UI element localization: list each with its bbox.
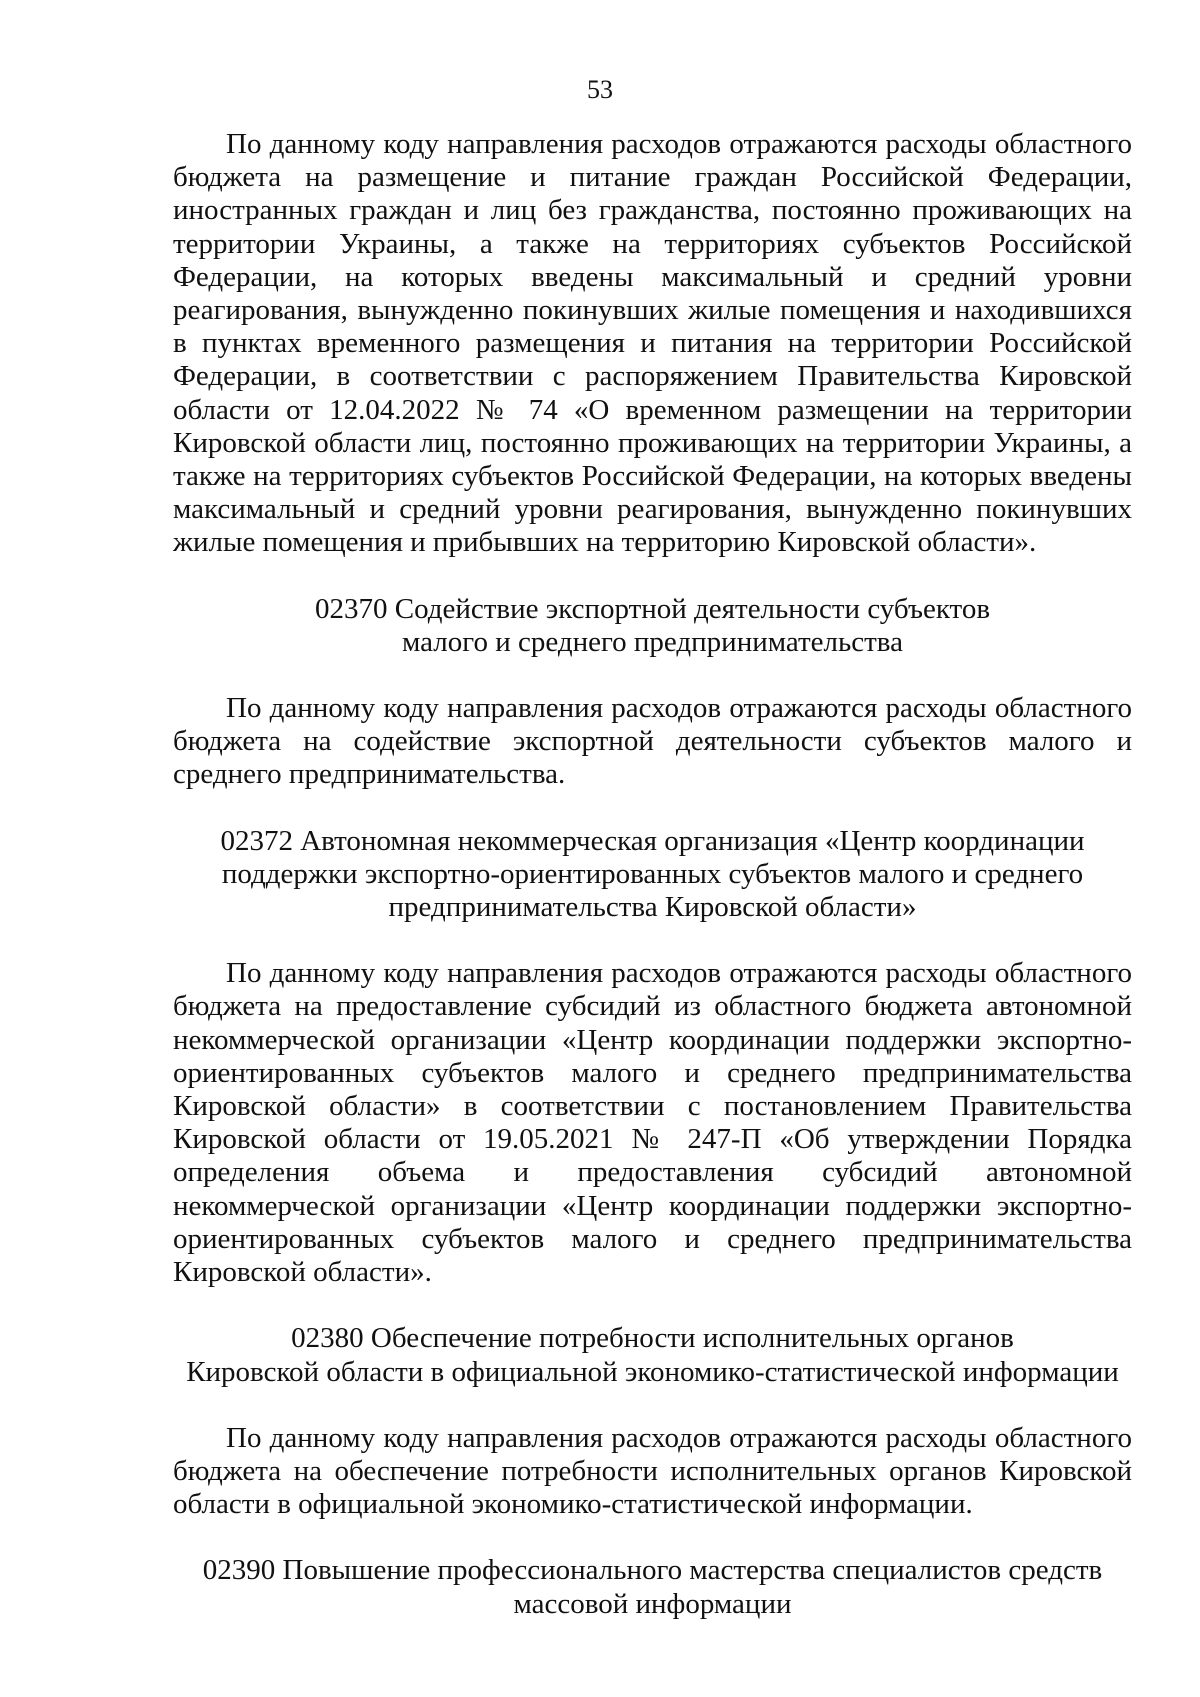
paragraph-02380: По данному коду направления расходов отражаются расходы областного бюджета на обеспечение потребности исполнительных органов Кировской области в официальной экономико-статистической информации. xyxy=(173,1421,1132,1521)
heading-02380: 02380 Обеспечение потребности исполнительных органов Кировской области в официальной экономико-статистической информации xyxy=(186,1322,1119,1388)
paragraph-refugee-accommodation: По данному коду направления расходов отражаются расходы областного бюджета на размещение и питание граждан Российской Федерации, иностранных граждан и лиц без гражданства, постоянно проживающих на территории Украины, а также на территориях субъектов Российской Федерации, на которых введены максимальный и средний уровни реагирования, вынужденно покинувших жилые помещения и находившихся в пунктах временного размещения и питания на территории Российской Федерации, в соответствии с распоряжением Правительства Кировской области от 12.04.2022 № 74 «О временном размещении на территории Кировской области лиц, постоянно проживающих на территории Украины, а также на территориях субъектов Российской Федерации, на которых введены максимальный и средний уровни реагирования, вынужденно покинувших жилые помещения и прибывших на территорию Кировской области». xyxy=(173,128,1132,559)
page-number: 53 xyxy=(587,75,613,104)
paragraph-02370: По данному коду направления расходов отражаются расходы областного бюджета на содействие экспортной деятельности субъектов малого и среднего предпринимательства. xyxy=(173,692,1132,791)
heading-02390: 02390 Повышение профессионального мастерства специалистов средств массовой информации xyxy=(202,1554,1103,1620)
document-body xyxy=(173,128,1132,1621)
heading-02372: 02372 Автономная некоммерческая организация «Центр координации поддержки экспортно-ориентированных субъектов малого и среднего предпринимательства Кировской области» xyxy=(220,824,1085,924)
heading-02370: 02370 Содействие экспортной деятельности субъектов малого и среднего предпринимательства xyxy=(314,592,991,658)
paragraph-02372: По данному коду направления расходов отражаются расходы областного бюджета на предоставление субсидий из областного бюджета автономной некоммерческой организации «Центр координации поддержки экспортно-ориентированных субъектов малого и среднего предпринимательства Кировской области» в соответствии с постановлением Правительства Кировской области от 19.05.2021 № 247-П «Об утверждении Порядка определения объема и предоставления субсидий автономной некоммерческой организации «Центр координации поддержки экспортно-ориентированных субъектов малого и среднего предпринимательства Кировской области». xyxy=(173,957,1132,1289)
